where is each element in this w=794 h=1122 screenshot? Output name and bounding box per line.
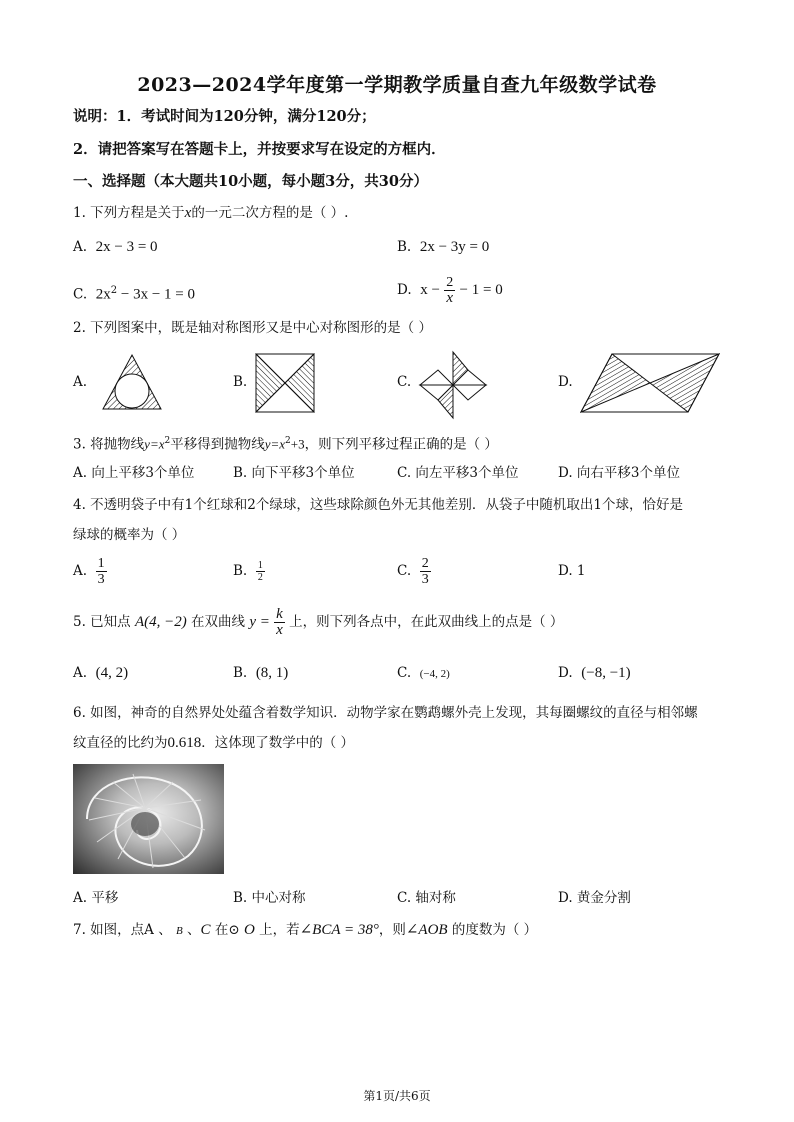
- q1-stem: 1. 下列方程是关于x的一元二次方程的是（ ）.: [73, 205, 349, 221]
- q6-option-d: D. 黄金分割: [558, 890, 631, 906]
- q7-stem: 7. 如图，点A 、 B 、C 在⊙ O 上，若∠BCA = 38°，则∠AOB 的度数为（ ）: [73, 922, 538, 938]
- q3-option-a: A. 向上平移3个单位: [73, 465, 195, 481]
- figure-triangle-circle: [101, 353, 163, 411]
- q3-option-d: D. 向右平移3个单位: [558, 465, 681, 481]
- exam-title: 2023—2024学年度第一学期教学质量自查九年级数学试卷: [137, 74, 657, 96]
- q6-option-b: B. 中心对称: [233, 890, 306, 906]
- q6-stem-line-2: 纹直径的比约为0.618．这体现了数学中的（ ）: [73, 735, 355, 751]
- q5-stem: 5. 已知点 A(4, −2) 在双曲线 y = $\frac{k}{x}$ 上，则下列各点中，在此双曲线上的点是（ ）: [73, 606, 564, 638]
- q3-option-b: B. 向下平移3个单位: [233, 465, 355, 481]
- q1-option-c: C. $2x^2 - 3x - 1 = 0$: [73, 285, 195, 303]
- q4-stem-line-1: 4. 不透明袋子中有1个红球和2个绿球，这些球除颜色外无其他差别．从袋子中随机取出1个球，恰好是: [73, 497, 683, 513]
- q2-stem: 2. 下列图案中，既是轴对称图形又是中心对称图形的是（ ）: [73, 320, 432, 336]
- q6-stem-line-1: 6. 如图，神奇的自然界处处蕴含着数学知识．动物学家在鹦鹉螺外壳上发现，其每圈螺纹的直径与相邻螺: [73, 705, 698, 721]
- page-footer: 第1页/共6页: [363, 1089, 431, 1103]
- q1-option-b: B. 2x − 3y = 0: [397, 239, 490, 255]
- note-line-1: 说明：1．考试时间为120分钟，满分120分；: [73, 108, 376, 125]
- section-heading: 一、选择题（本大题共10小题，每小题3分，共30分）: [73, 173, 428, 190]
- nautilus-spiral-icon: [73, 764, 224, 874]
- figure-parallelogram: [580, 353, 720, 413]
- note-line-2: 2．请把答案写在答题卡上，并按要求写在设定的方框内．: [73, 141, 446, 158]
- q4-option-d: D. 1: [558, 563, 586, 579]
- q4-option-a: A. $\frac{1}{3}$: [73, 556, 105, 587]
- q4-option-b: B. $\frac{1}{2}$: [233, 560, 263, 583]
- q3-option-c: C. 向左平移3个单位: [397, 465, 519, 481]
- q2-label-b: B.: [233, 374, 248, 390]
- q2-label-a: A.: [73, 374, 88, 390]
- figure-pinwheel: [418, 350, 488, 420]
- q6-option-a: A. 平移: [73, 890, 119, 906]
- figure-square-hatched: [255, 353, 315, 413]
- q5-option-a: A. (4, 2): [73, 665, 129, 681]
- nautilus-shell-image: [73, 764, 224, 874]
- q4-option-c: C. $\frac{2}{3}$: [397, 556, 429, 587]
- q2-label-d: D.: [558, 374, 573, 390]
- q5-option-d: D. (−8, −1): [558, 665, 631, 681]
- q1-option-d: D. x − $\frac{2}{x}$ − 1 = 0: [397, 275, 503, 306]
- q5-option-b: B. (8, 1): [233, 665, 289, 681]
- q3-stem: 3. 将抛物线$y=x^2$平移得到抛物线$y=x^2+3$，则下列平移过程正确的是（ ）: [73, 436, 498, 453]
- q2-label-c: C.: [397, 374, 412, 390]
- q6-option-c: C. 轴对称: [397, 890, 456, 906]
- q4-stem-line-2: 绿球的概率为（ ）: [73, 527, 186, 543]
- q5-option-c: C. (−4, 2): [397, 665, 450, 681]
- q1-option-a: A. 2x − 3 = 0: [73, 239, 158, 255]
